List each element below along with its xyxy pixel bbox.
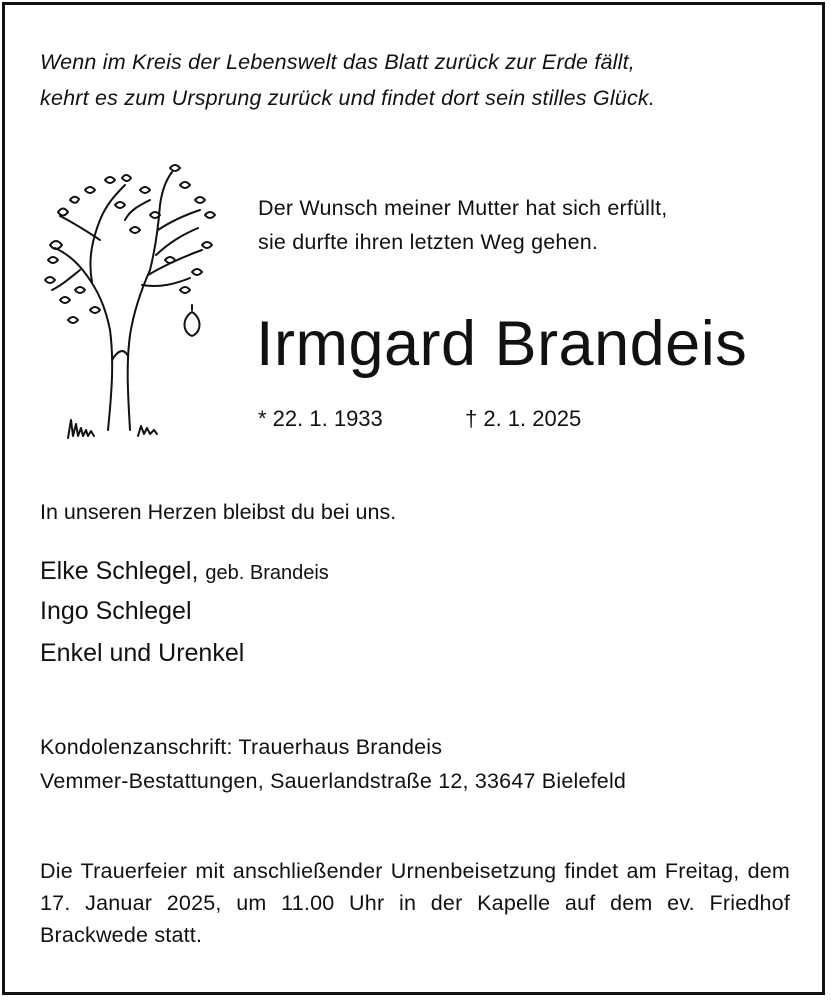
family-member-3: Enkel und Urenkel [40, 639, 245, 667]
birth-date: * 22. 1. 1933 [258, 406, 383, 431]
family-member-1-name: Elke Schlegel, [40, 557, 199, 585]
motto-line-2: kehrt es zum Ursprung zurück und findet dort sein stilles Glück. [40, 86, 656, 110]
tree-icon [30, 160, 240, 445]
wish-line-1: Der Wunsch meiner Mutter hat sich erfüllt, [258, 196, 668, 220]
remembrance-line: In unseren Herzen bleibst du bei uns. [40, 500, 397, 524]
motto-line-1: Wenn im Kreis der Lebenswelt das Blatt zurück zur Erde fällt, [40, 50, 635, 74]
funeral-notice: Die Trauerfeier mit anschließender Urnenbeisetzung findet am Freitag, dem 17. Januar 2025, um 11.00 Uhr in der Kapelle auf dem ev. Friedhof Brackwede statt. [40, 859, 790, 947]
family-member-1 [40, 557, 329, 586]
condolence-address-line-2: Vemmer-Bestattungen, Sauerlandstraße 12, 33647 Bielefeld [40, 769, 627, 793]
deceased-name: Irmgard Brandeis [256, 309, 748, 379]
family-member-1-note: geb. Brandeis [205, 562, 329, 584]
life-dates [258, 406, 581, 432]
obituary-frame [2, 2, 825, 995]
condolence-address-line-1: Kondolenzanschrift: Trauerhaus Brandeis [40, 735, 443, 759]
death-date: † 2. 1. 2025 [465, 406, 582, 431]
family-member-2: Ingo Schlegel [40, 597, 192, 625]
wish-line-2: sie durfte ihren letzten Weg gehen. [258, 230, 599, 254]
